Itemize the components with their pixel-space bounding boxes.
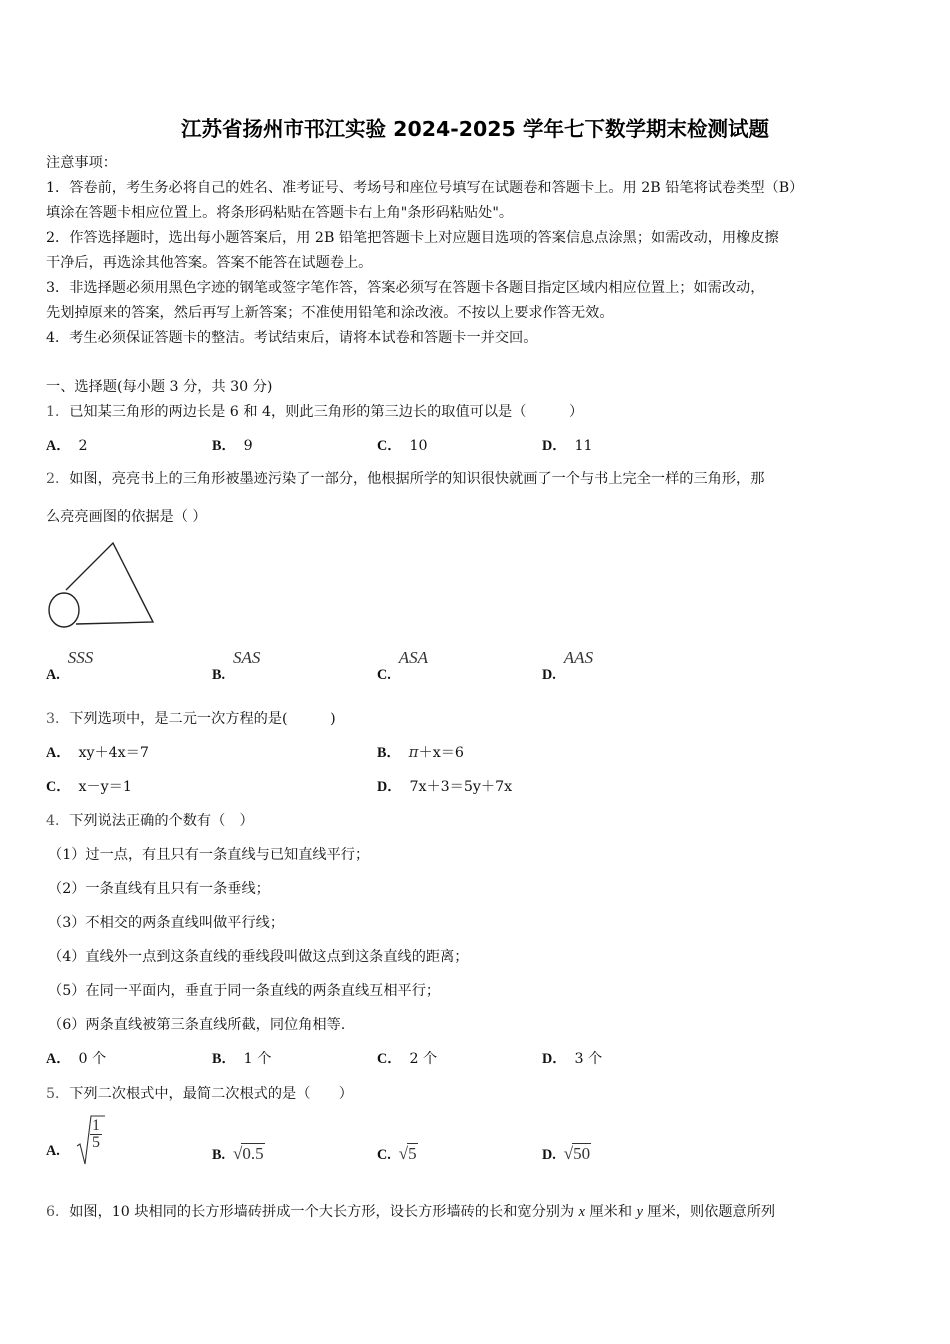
fraction-numerator: 1 <box>92 1117 100 1134</box>
pi-symbol: π <box>408 743 419 761</box>
option-label: C. <box>377 1147 391 1163</box>
option-text: x－y＝1 <box>78 779 132 795</box>
option-text: 2 个 <box>409 1051 438 1067</box>
option-text: 0 个 <box>78 1051 107 1067</box>
option-label: C． <box>377 438 402 454</box>
radicand: 0.5 <box>242 1144 264 1163</box>
option-text: SSS <box>67 648 94 667</box>
option-label: B. <box>212 1147 226 1163</box>
q1-option-d[interactable] <box>542 435 593 455</box>
option-label: A. <box>46 1143 60 1159</box>
q5-option-c[interactable] <box>377 1143 418 1164</box>
option-label: A． <box>46 1051 71 1067</box>
notice-heading: 注意事项： <box>46 155 117 171</box>
option-text: 7x＋3＝5y＋7x <box>409 779 513 795</box>
option-label: C. <box>377 667 391 683</box>
question-number: 6． <box>46 1204 70 1220</box>
question-text: 下列说法正确的个数有（ ） <box>69 813 254 829</box>
q4-option-c[interactable] <box>377 1048 437 1068</box>
q4-option-a[interactable] <box>46 1048 106 1068</box>
q1-option-a[interactable] <box>46 435 87 455</box>
option-text: xy＋4x＝7 <box>78 745 149 761</box>
option-label: B． <box>212 438 236 454</box>
q2-option-a[interactable] <box>46 648 94 683</box>
option-text: 11 <box>574 438 593 454</box>
option-label: C． <box>46 779 71 795</box>
question-text: 如图，10 块相同的长方形墙砖拼成一个大长方形，设长方形墙砖的长和宽分别为 <box>69 1204 579 1220</box>
q4-option-d[interactable] <box>542 1048 602 1068</box>
question-number: 5． <box>46 1086 70 1102</box>
question-text: 如图，亮亮书上的三角形被墨迹污染了一部分，他根据所学的知识很快就画了一个与书上完全一样的三角形，那 <box>69 471 765 487</box>
option-label: A． <box>46 438 71 454</box>
option-text: 9 <box>243 438 253 454</box>
notice-line: 4．考生必须保证答题卡的整洁。考试结束后，请将本试卷和答题卡一并交回。 <box>46 330 538 346</box>
option-label: C． <box>377 1051 402 1067</box>
option-label: D． <box>542 1051 567 1067</box>
option-text: 3 个 <box>574 1051 603 1067</box>
option-label: A． <box>46 745 71 761</box>
sqrt-expression: √5 <box>398 1144 417 1163</box>
statement-item: （4）直线外一点到这条直线的垂线段叫做这点到这条直线的距离； <box>48 949 469 965</box>
option-label: D． <box>542 438 567 454</box>
q3-option-d[interactable] <box>377 776 512 796</box>
statement-item: （6）两条直线被第三条直线所截，同位角相等. <box>48 1017 346 1033</box>
option-text: SAS <box>233 648 261 667</box>
option-text: 2 <box>78 438 88 454</box>
question-3-stem <box>46 708 336 728</box>
option-text: ASA <box>398 648 429 667</box>
sqrt-expression: √0.5 <box>233 1144 264 1163</box>
notice-line: 1．答卷前，考生务必将自己的姓名、准考证号、考场号和座位号填写在试题卷和答题卡上。用 2B 铅笔将试卷类型（B） <box>46 180 804 196</box>
option-text: ＋x＝6 <box>418 745 464 761</box>
q3-option-a[interactable] <box>46 742 149 762</box>
option-label: D． <box>377 779 402 795</box>
fraction-denominator: 5 <box>92 1134 100 1151</box>
notice-line: 填涂在答题卡相应位置上。将条形码粘贴在答题卡右上角"条形码粘贴处"。 <box>46 205 514 221</box>
q5-option-b[interactable] <box>212 1143 265 1164</box>
option-text: AAS <box>563 648 594 667</box>
radicand: 50 <box>573 1144 591 1163</box>
option-label: D. <box>542 667 556 683</box>
option-label: A. <box>46 667 60 683</box>
question-text: 下列选项中，是二元一次方程的是( ) <box>69 711 336 727</box>
option-text: 1 个 <box>243 1051 272 1067</box>
q3-option-b[interactable] <box>377 742 464 762</box>
sqrt-expression: √50 <box>563 1144 591 1163</box>
question-text: 厘米和 <box>584 1204 637 1220</box>
q2-option-b[interactable] <box>212 648 261 683</box>
question-2-stem-cont: 么亮亮画图的依据是（ ） <box>46 509 207 525</box>
notice-line: 先划掉原来的答案，然后再写上新答案；不准使用铅笔和涂改液。不按以上要求作答无效。 <box>46 305 614 321</box>
q2-option-c[interactable] <box>377 648 429 683</box>
question-4-stem <box>46 810 254 830</box>
question-number: 2． <box>46 471 70 487</box>
q5-option-d[interactable] <box>542 1143 591 1164</box>
question-number: 3． <box>46 711 70 727</box>
triangle-ink-blot-figure <box>44 538 159 633</box>
question-5-stem <box>46 1083 353 1103</box>
question-6-stem <box>46 1201 775 1221</box>
page-title: 江苏省扬州市邗江实验 2024-2025 学年七下数学期末检测试题 <box>181 117 769 141</box>
q5-option-a[interactable] <box>46 1143 68 1160</box>
q4-option-b[interactable] <box>212 1048 271 1068</box>
question-2-stem <box>46 468 764 488</box>
statement-item: （1）过一点，有且只有一条直线与已知直线平行； <box>48 847 370 863</box>
question-text: 下列二次根式中，最简二次根式的是（ ） <box>69 1086 353 1102</box>
question-number: 1． <box>46 404 70 420</box>
option-label: B． <box>212 1051 236 1067</box>
q3-option-c[interactable] <box>46 776 132 796</box>
question-text: 已知某三角形的两边长是 6 和 4，则此三角形的第三边长的取值可以是（ ） <box>69 404 584 420</box>
statement-item: （5）在同一平面内，垂直于同一条直线的两条直线互相平行； <box>48 983 441 999</box>
question-1-stem <box>46 401 583 421</box>
option-label: D. <box>542 1147 556 1163</box>
question-number: 4． <box>46 813 70 829</box>
question-text: 厘米，则依题意所列 <box>642 1204 776 1220</box>
radicand: 5 <box>408 1144 417 1163</box>
statement-item: （2）一条直线有且只有一条垂线； <box>48 881 270 897</box>
option-text: 10 <box>409 438 428 454</box>
variable-x: x <box>578 1204 585 1220</box>
section-heading: 一、选择题(每小题 3 分，共 30 分) <box>46 379 273 395</box>
q1-option-b[interactable] <box>212 435 253 455</box>
q1-option-c[interactable] <box>377 435 428 455</box>
option-label: B. <box>212 667 226 683</box>
variable-y: y <box>636 1204 643 1220</box>
option-label: B． <box>377 745 401 761</box>
notice-line: 干净后，再选涂其他答案。答案不能答在试题卷上。 <box>46 255 373 271</box>
notice-line: 3．非选择题必须用黑色字迹的钢笔或签字笔作答，答案必须写在答题卡各题目指定区域内相应位置上；如需改动， <box>46 280 765 296</box>
statement-item: （3）不相交的两条直线叫做平行线； <box>48 915 285 931</box>
q2-option-d[interactable] <box>542 648 594 683</box>
notice-line: 2．作答选择题时，选出每小题答案后，用 2B 铅笔把答题卡上对应题目选项的答案信息点涂黑；如需改动，用橡皮擦 <box>46 230 779 246</box>
